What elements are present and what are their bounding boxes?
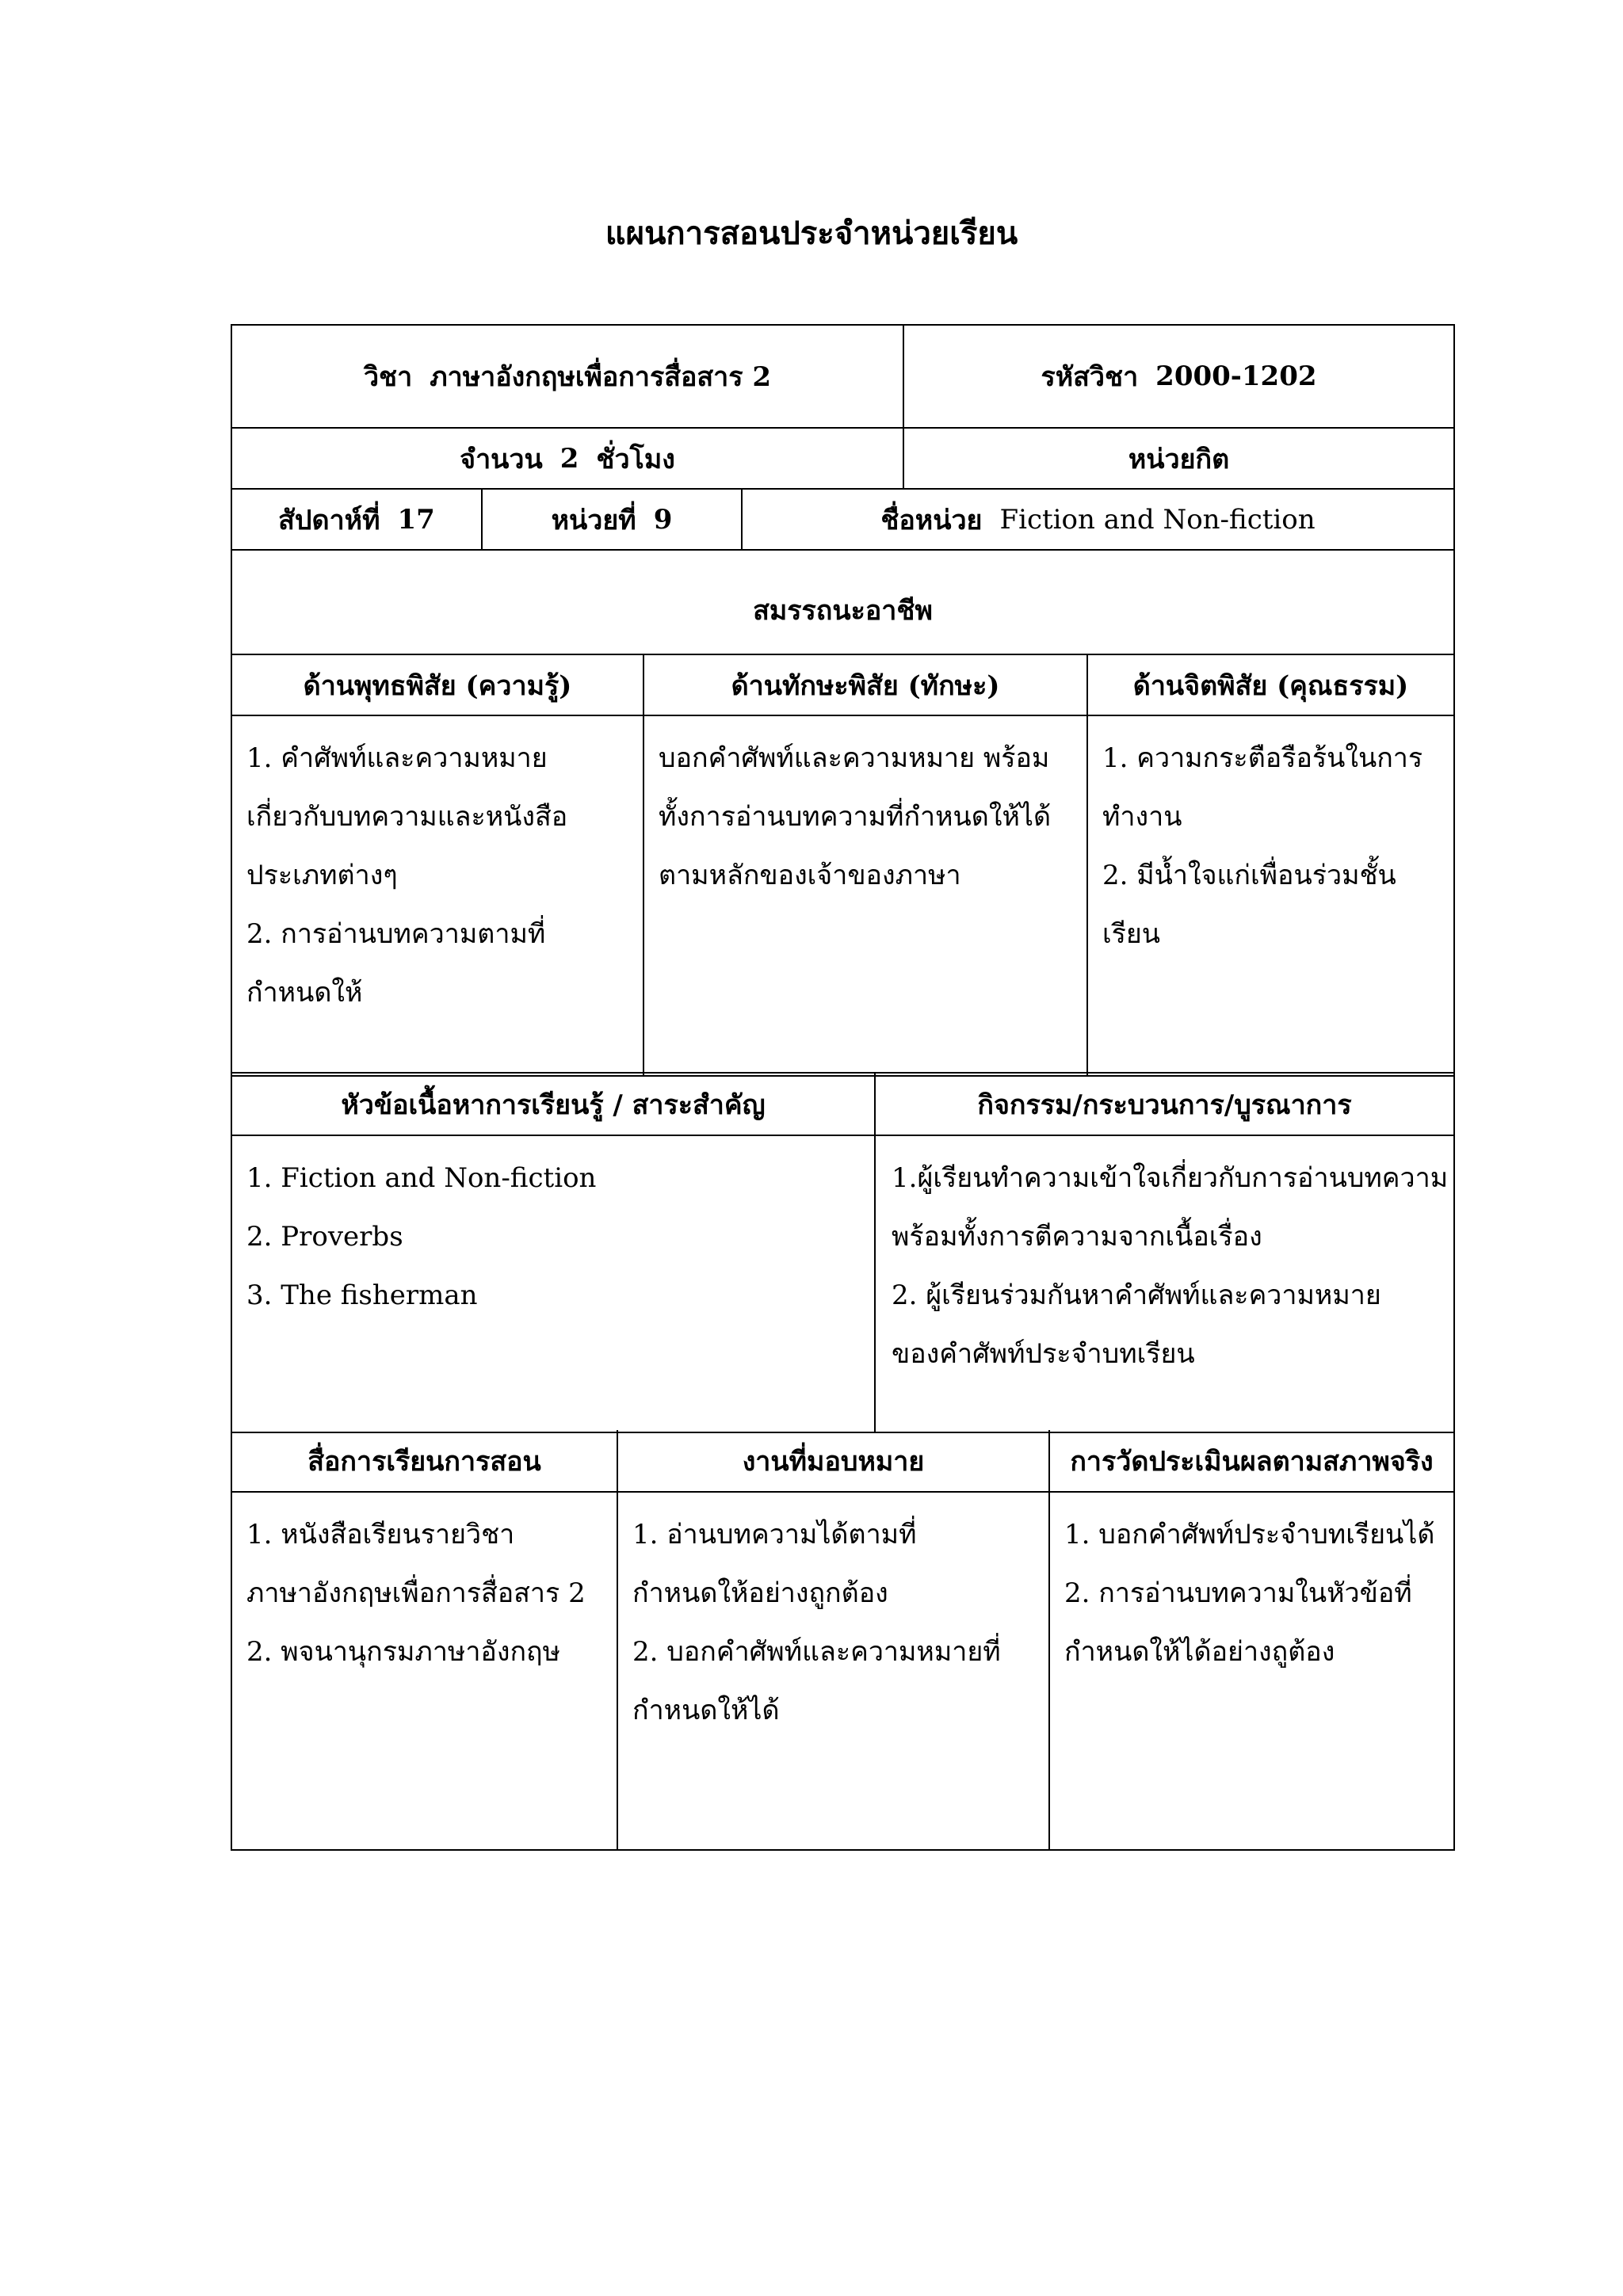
knowledge-content	[232, 716, 643, 1075]
subject-label: วิชา	[363, 361, 413, 393]
knowledge-header: ด้านพุทธพิสัย (ความรู้)	[303, 669, 572, 702]
skill-line: ทั้งการอ่านบทความที่กำหนดให้ได้	[659, 801, 1052, 833]
knowledge-line: 1. คำศัพท์และความหมาย	[246, 742, 548, 774]
credit-cell	[903, 429, 1453, 488]
evaluation-header: การวัดประเมินผลตามสภาพจริง	[1048, 1430, 1453, 1491]
unit-name-label: ชื่อหน่วย	[880, 504, 983, 536]
evaluation-line: 2. การอ่านบทความในหัวข้อที่	[1064, 1577, 1412, 1609]
skill-content	[643, 716, 1086, 1075]
unit-name-value: Fiction and Non-fiction	[999, 503, 1316, 536]
activity-line: ของคำศัพท์ประจำบทเรียน	[892, 1338, 1195, 1370]
course-code-value: 2000-1202	[1155, 360, 1317, 392]
week-cell	[232, 490, 481, 549]
media-line: 1. หนังสือเรียนรายวิชา	[246, 1519, 515, 1550]
evaluation-content	[1048, 1493, 1453, 1849]
topics-header: หัวข้อเนื้อหาการเรียนรู้ / สาระสำคัญ	[341, 1089, 766, 1121]
hours-label: จำนวน	[460, 443, 543, 475]
week-label: สัปดาห์ที่	[278, 504, 380, 536]
unit-number-cell	[481, 490, 741, 549]
media-header: สื่อการเรียนการสอน	[307, 1445, 541, 1478]
activities-content	[874, 1136, 1453, 1432]
credit-label: หน่วยกิต	[1128, 443, 1230, 475]
assignment-header: งานที่มอบหมาย	[617, 1430, 1048, 1491]
competency-table	[231, 550, 1455, 1077]
content-table	[231, 1072, 1455, 1433]
attitude-line: 1. ความกระตือรือร้นในการ	[1102, 742, 1423, 774]
assignment-line: 1. อ่านบทความได้ตามที่	[632, 1519, 917, 1550]
skill-line: ตามหลักของเจ้าของภาษา	[659, 860, 961, 891]
hours-unit: ชั่วโมง	[596, 443, 675, 475]
knowledge-line: 2. การอ่านบทความตามที่	[246, 918, 546, 950]
competency-title: สมรรถนะอาชีพ	[753, 595, 933, 627]
week-value: 17	[397, 503, 435, 536]
knowledge-line: กำหนดให้	[246, 977, 363, 1009]
attitude-line: 2. มีน้ำใจแก่เพื่อนร่วมชั้น	[1102, 860, 1396, 891]
assignment-line: กำหนดให้อย่างถูกต้อง	[632, 1577, 888, 1609]
media-line: ภาษาอังกฤษเพื่อการสื่อสาร 2	[246, 1577, 586, 1609]
activity-line: 1.ผู้เรียนทำความเข้าใจเกี่ยวกับการอ่านบทความ	[892, 1162, 1449, 1194]
activity-line: 2. ผู้เรียนร่วมกันหาคำศัพท์และความหมาย	[892, 1280, 1381, 1311]
attitude-line: เรียน	[1102, 918, 1161, 950]
unit-number-label: หน่วยที่	[551, 504, 636, 536]
assignment-line: 2. บอกคำศัพท์และความหมายที่	[632, 1636, 1001, 1668]
course-header-table	[231, 324, 1455, 551]
evaluation-line: กำหนดให้ได้อย่างถูต้อง	[1064, 1636, 1335, 1668]
activity-line: พร้อมทั้งการตีความจากเนื้อเรื่อง	[892, 1221, 1262, 1253]
page-title: แผนการสอนประจำหน่วยเรียน	[605, 215, 1018, 252]
topic-item: 3. The fisherman	[246, 1280, 478, 1311]
evaluation-line: 1. บอกคำศัพท์ประจำบทเรียนได้	[1064, 1519, 1435, 1550]
skill-header: ด้านทักษะพิสัย (ทักษะ)	[643, 655, 1086, 715]
subject-name: ภาษาอังกฤษเพื่อการสื่อสาร 2	[430, 361, 772, 393]
topics-content	[232, 1136, 874, 1432]
attitude-header: ด้านจิตพิสัย (คุณธรรม)	[1086, 655, 1453, 715]
knowledge-line: ประเภทต่างๆ	[246, 860, 398, 891]
topic-item: 2. Proverbs	[246, 1221, 403, 1253]
assessment-table	[231, 1430, 1455, 1851]
hours-cell	[232, 429, 903, 488]
course-code-cell	[903, 326, 1453, 427]
assignment-line: กำหนดให้ได้	[632, 1695, 780, 1726]
subject-cell	[232, 326, 903, 427]
unit-name-cell	[741, 490, 1453, 549]
skill-line: บอกคำศัพท์และความหมาย พร้อม	[659, 742, 1050, 774]
course-code-label: รหัสวิชา	[1041, 361, 1139, 393]
attitude-content	[1086, 716, 1453, 1075]
attitude-line: ทำงาน	[1102, 801, 1182, 833]
knowledge-line: เกี่ยวกับบทความและหนังสือ	[246, 801, 568, 833]
media-content	[232, 1493, 617, 1849]
activities-header: กิจกรรม/กระบวนการ/บูรณาการ	[874, 1074, 1453, 1135]
assignment-content	[617, 1493, 1048, 1849]
hours-value: 2	[559, 442, 579, 475]
unit-number-value: 9	[653, 503, 673, 536]
media-line: 2. พจนานุกรมภาษาอังกฤษ	[246, 1636, 561, 1668]
topic-item: 1. Fiction and Non-fiction	[246, 1162, 597, 1194]
